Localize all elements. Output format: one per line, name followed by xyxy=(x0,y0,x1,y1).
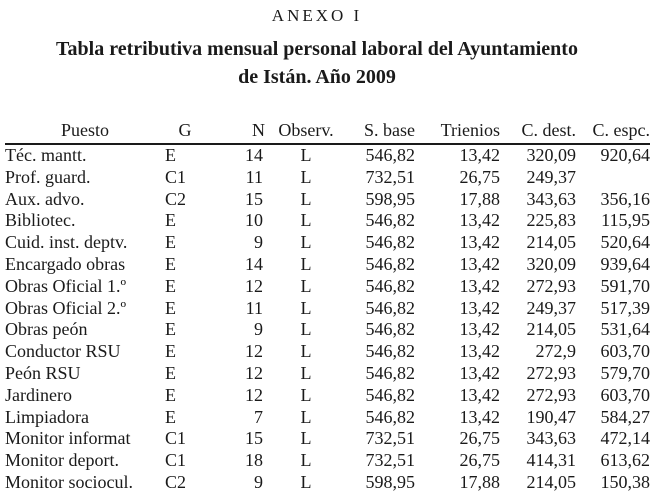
cell-s-base: 546,82 xyxy=(365,319,415,340)
column-header-c-espc: C. espc. xyxy=(576,117,650,144)
cell-puesto: Limpiadora xyxy=(5,406,89,427)
cell-g: E xyxy=(165,384,176,405)
cell-c-espc: 356,16 xyxy=(600,188,650,209)
cell-c-dest: 320,09 xyxy=(526,253,576,274)
cell-c-dest: 214,05 xyxy=(526,232,576,253)
cell-g: E xyxy=(165,145,176,165)
cell-g: E xyxy=(165,210,176,231)
cell-observ: L xyxy=(300,319,312,340)
cell-g: E xyxy=(165,232,176,253)
table-row xyxy=(5,254,650,276)
column-header-c-dest: C. dest. xyxy=(500,117,576,144)
cell-trienios: 13,42 xyxy=(459,275,500,296)
cell-c-dest: 272,9 xyxy=(535,341,576,362)
cell-puesto: Obras Oficial 1.º xyxy=(5,275,127,296)
cell-n: 18 xyxy=(245,450,263,471)
cell-c-espc: 591,70 xyxy=(600,275,650,296)
cell-puesto: Cuid. inst. deptv. xyxy=(5,232,128,253)
cell-c-espc xyxy=(576,167,650,189)
cell-c-espc: 520,64 xyxy=(600,232,650,253)
table-row xyxy=(5,167,650,189)
cell-n: 9 xyxy=(254,232,263,253)
cell-observ: L xyxy=(300,210,312,231)
cell-c-dest: 214,05 xyxy=(526,471,576,492)
cell-n: 7 xyxy=(254,406,263,427)
cell-trienios: 13,42 xyxy=(459,319,500,340)
table-row xyxy=(5,341,650,363)
table-row xyxy=(5,210,650,232)
table-row xyxy=(5,450,650,472)
cell-g: C2 xyxy=(165,471,187,492)
cell-trienios: 26,75 xyxy=(459,450,500,471)
cell-trienios: 13,42 xyxy=(459,297,500,318)
cell-puesto: Obras peón xyxy=(5,319,88,340)
cell-observ: L xyxy=(300,232,312,253)
table-body xyxy=(5,144,650,494)
cell-s-base: 546,82 xyxy=(365,275,415,296)
cell-c-espc: 613,62 xyxy=(600,450,650,471)
cell-puesto: Téc. mantt. xyxy=(5,145,87,165)
annex-label: ANEXO I xyxy=(271,6,363,25)
cell-c-dest: 343,63 xyxy=(526,428,576,449)
cell-puesto: Encargado obras xyxy=(5,253,126,274)
cell-n: 12 xyxy=(245,384,263,405)
cell-observ: L xyxy=(300,428,312,449)
cell-c-dest: 249,37 xyxy=(526,166,576,187)
cell-g: E xyxy=(165,341,176,362)
table-row xyxy=(5,232,650,254)
cell-g: C1 xyxy=(165,428,187,449)
column-header-puesto: Puesto xyxy=(5,117,165,144)
cell-g: E xyxy=(165,275,176,296)
cell-c-espc: 150,38 xyxy=(600,471,650,492)
cell-puesto: Bibliotec. xyxy=(5,210,76,231)
cell-c-espc: 939,64 xyxy=(600,253,650,274)
cell-s-base: 546,82 xyxy=(365,384,415,405)
header-row xyxy=(5,117,650,144)
cell-observ: L xyxy=(300,362,312,383)
cell-g: E xyxy=(165,297,176,318)
cell-trienios: 13,42 xyxy=(459,362,500,383)
cell-observ: L xyxy=(300,253,312,274)
table-row xyxy=(5,363,650,385)
cell-n: 9 xyxy=(254,471,263,492)
cell-trienios: 13,42 xyxy=(459,406,500,427)
cell-c-espc: 115,95 xyxy=(601,210,650,231)
cell-c-dest: 272,93 xyxy=(526,275,576,296)
cell-c-espc: 472,14 xyxy=(600,428,650,449)
cell-puesto: Monitor informat xyxy=(5,428,131,449)
column-header-n: N xyxy=(217,117,271,144)
cell-n: 9 xyxy=(254,319,263,340)
cell-n: 12 xyxy=(245,275,263,296)
cell-observ: L xyxy=(300,188,312,209)
cell-observ: L xyxy=(300,297,312,318)
table-row xyxy=(5,298,650,320)
cell-puesto: Peón RSU xyxy=(5,362,81,383)
cell-s-base: 546,82 xyxy=(365,297,415,318)
cell-c-dest: 414,31 xyxy=(526,450,576,471)
table-row xyxy=(5,189,650,211)
cell-s-base: 598,95 xyxy=(365,188,415,209)
cell-trienios: 13,42 xyxy=(459,210,500,231)
cell-c-dest: 190,47 xyxy=(526,406,576,427)
cell-c-dest: 272,93 xyxy=(526,362,576,383)
column-header-g: G xyxy=(165,117,217,144)
cell-c-espc: 603,70 xyxy=(600,341,650,362)
cell-g: E xyxy=(165,253,176,274)
table-header xyxy=(5,117,650,144)
cell-s-base: 546,82 xyxy=(365,253,415,274)
cell-g: E xyxy=(165,319,176,340)
cell-g: E xyxy=(165,406,176,427)
cell-s-base: 732,51 xyxy=(365,450,415,471)
table-row xyxy=(5,319,650,341)
cell-observ: L xyxy=(300,275,312,296)
cell-n: 15 xyxy=(245,428,263,449)
cell-g: C1 xyxy=(165,166,187,187)
cell-n: 12 xyxy=(245,341,263,362)
cell-trienios: 13,42 xyxy=(459,232,500,253)
cell-n: 10 xyxy=(245,210,263,231)
document-title xyxy=(0,35,634,91)
column-header-trienios: Trienios xyxy=(415,117,500,144)
cell-puesto: Jardinero xyxy=(5,384,72,405)
cell-s-base: 546,82 xyxy=(365,210,415,231)
cell-g: E xyxy=(165,362,176,383)
cell-s-base: 546,82 xyxy=(365,406,415,427)
cell-s-base: 546,82 xyxy=(365,232,415,253)
cell-c-espc: 579,70 xyxy=(600,362,650,383)
cell-trienios: 13,42 xyxy=(459,341,500,362)
cell-observ: L xyxy=(300,166,312,187)
cell-n: 15 xyxy=(245,188,263,209)
cell-trienios: 13,42 xyxy=(459,253,500,274)
cell-s-base: 546,82 xyxy=(365,341,415,362)
cell-c-dest: 272,93 xyxy=(526,384,576,405)
cell-trienios: 17,88 xyxy=(459,471,500,492)
cell-observ: L xyxy=(300,341,312,362)
cell-trienios: 26,75 xyxy=(459,166,500,187)
cell-c-dest: 320,09 xyxy=(526,145,576,165)
cell-puesto: Monitor deport. xyxy=(5,450,119,471)
table-row xyxy=(5,472,650,494)
cell-n: 12 xyxy=(245,362,263,383)
cell-trienios: 13,42 xyxy=(459,384,500,405)
cell-n: 14 xyxy=(245,145,263,165)
cell-observ: L xyxy=(300,471,312,492)
cell-puesto: Obras Oficial 2.º xyxy=(5,297,127,318)
cell-g: C1 xyxy=(165,450,187,471)
cell-n: 11 xyxy=(245,297,263,318)
cell-c-espc: 603,70 xyxy=(600,384,650,405)
cell-g: C2 xyxy=(165,188,187,209)
title-line-1: Tabla retributiva mensual personal laboral del Ayuntamiento xyxy=(56,38,578,60)
cell-s-base: 598,95 xyxy=(365,471,415,492)
column-header-observ: Observ. xyxy=(271,117,341,144)
cell-c-dest: 249,37 xyxy=(526,297,576,318)
cell-c-espc: 584,27 xyxy=(600,406,650,427)
cell-c-espc: 517,39 xyxy=(600,297,650,318)
cell-c-espc: 531,64 xyxy=(600,319,650,340)
cell-observ: L xyxy=(300,406,312,427)
table-row xyxy=(5,144,650,167)
cell-s-base: 732,51 xyxy=(365,428,415,449)
cell-puesto: Monitor sociocul. xyxy=(5,471,133,492)
cell-trienios: 26,75 xyxy=(459,428,500,449)
cell-observ: L xyxy=(300,145,312,165)
cell-c-espc: 920,64 xyxy=(600,145,650,165)
cell-c-dest: 343,63 xyxy=(526,188,576,209)
column-header-s-base: S. base xyxy=(341,117,415,144)
cell-c-dest: 225,83 xyxy=(526,210,576,231)
table-row xyxy=(5,428,650,450)
cell-puesto: Prof. guard. xyxy=(5,166,91,187)
table-row xyxy=(5,407,650,429)
cell-puesto: Conductor RSU xyxy=(5,341,121,362)
cell-s-base: 732,51 xyxy=(365,166,415,187)
cell-trienios: 17,88 xyxy=(459,188,500,209)
salary-table xyxy=(5,117,650,494)
cell-puesto: Aux. advo. xyxy=(5,188,85,209)
cell-trienios: 13,42 xyxy=(459,145,500,165)
table-row xyxy=(5,385,650,407)
cell-s-base: 546,82 xyxy=(365,145,415,165)
cell-s-base: 546,82 xyxy=(365,362,415,383)
table-row xyxy=(5,276,650,298)
cell-observ: L xyxy=(300,384,312,405)
cell-n: 11 xyxy=(245,166,263,187)
cell-observ: L xyxy=(300,450,312,471)
title-line-2: de Istán. Año 2009 xyxy=(238,66,396,88)
cell-n: 14 xyxy=(245,253,263,274)
cell-c-dest: 214,05 xyxy=(526,319,576,340)
